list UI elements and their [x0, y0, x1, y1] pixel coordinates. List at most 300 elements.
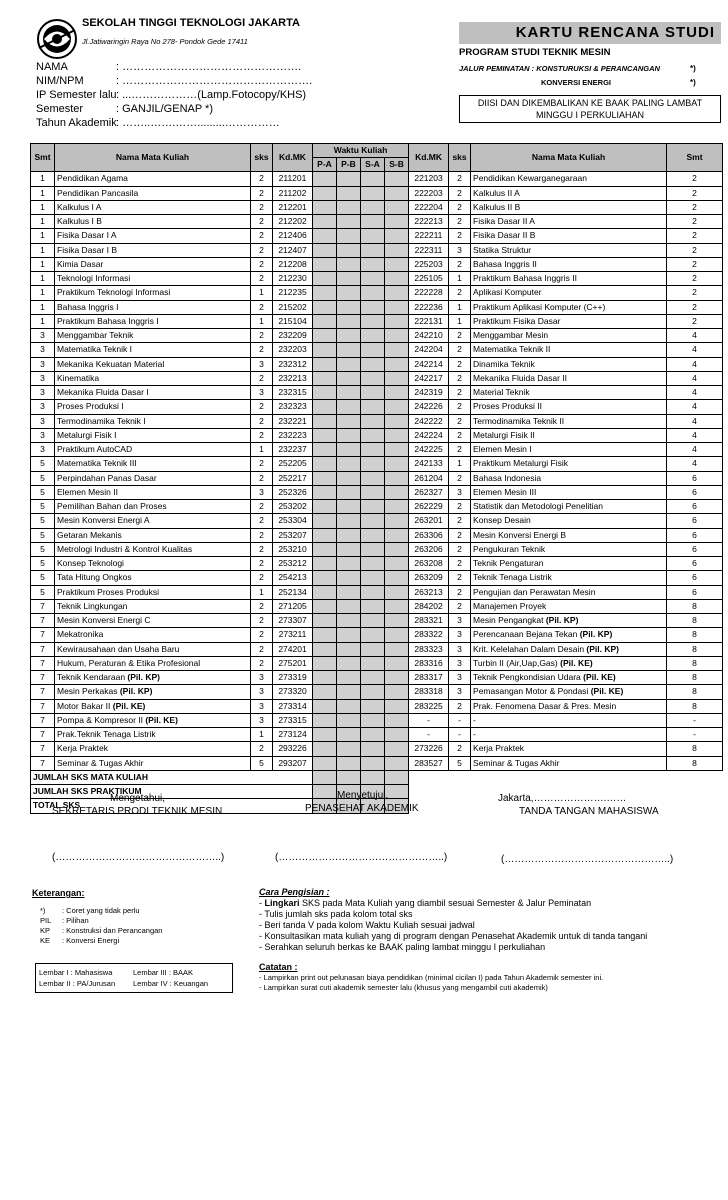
sks-cell-2[interactable]: - — [449, 728, 471, 742]
waktu-pa-cell[interactable] — [313, 599, 337, 613]
waktu-sb-cell[interactable] — [385, 357, 409, 371]
sks-cell[interactable]: 3 — [251, 685, 273, 699]
waktu-pa-cell[interactable] — [313, 386, 337, 400]
sks-cell[interactable]: 2 — [251, 542, 273, 556]
course-name: Elemen Mesin III — [473, 486, 537, 497]
table-row — [31, 614, 723, 628]
waktu-sa-cell[interactable] — [361, 742, 385, 756]
waktu-pb-cell[interactable] — [337, 172, 361, 186]
waktu-pb-cell[interactable] — [337, 571, 361, 585]
waktu-pb-cell[interactable] — [337, 300, 361, 314]
waktu-pa-cell[interactable] — [313, 756, 337, 770]
sks-cell-2[interactable]: 2 — [449, 343, 471, 357]
waktu-sa-cell[interactable] — [361, 571, 385, 585]
waktu-sa-cell[interactable] — [361, 614, 385, 628]
waktu-sb-cell[interactable] — [385, 557, 409, 571]
waktu-pa-cell[interactable] — [313, 671, 337, 685]
waktu-pa-cell[interactable] — [313, 514, 337, 528]
sks-cell[interactable]: 2 — [251, 628, 273, 642]
table-row — [31, 485, 723, 499]
sks-cell[interactable]: 2 — [251, 229, 273, 243]
waktu-sb-cell[interactable] — [385, 571, 409, 585]
waktu-pa-cell[interactable] — [313, 699, 337, 713]
waktu-sa-cell[interactable] — [361, 471, 385, 485]
waktu-sb-cell[interactable] — [385, 713, 409, 727]
sks-cell[interactable]: 2 — [251, 528, 273, 542]
waktu-pa-cell[interactable] — [313, 229, 337, 243]
waktu-sa-cell[interactable] — [361, 457, 385, 471]
waktu-sb-cell[interactable] — [385, 172, 409, 186]
sks-cell[interactable]: 2 — [251, 272, 273, 286]
sig-right-line[interactable]: (…………………………………………..) — [501, 854, 674, 865]
waktu-pb-cell[interactable] — [337, 471, 361, 485]
waktu-pb-cell[interactable] — [337, 485, 361, 499]
waktu-sa-cell[interactable] — [361, 599, 385, 613]
waktu-sa-cell[interactable] — [361, 428, 385, 442]
waktu-pb-cell[interactable] — [337, 599, 361, 613]
field-nim[interactable] — [36, 75, 312, 87]
sks-cell[interactable]: 3 — [251, 699, 273, 713]
course-name: Kerja Praktek — [57, 743, 109, 754]
waktu-pa-cell[interactable] — [313, 186, 337, 200]
waktu-pb-cell[interactable] — [337, 314, 361, 328]
field-ip-semester[interactable] — [36, 89, 306, 101]
waktu-pb-cell[interactable] — [337, 528, 361, 542]
waktu-sa-cell[interactable] — [361, 542, 385, 556]
waktu-sa-cell[interactable] — [361, 300, 385, 314]
waktu-sb-cell[interactable] — [385, 443, 409, 457]
smt-cell: 7 — [31, 699, 55, 713]
waktu-sb-cell[interactable] — [385, 300, 409, 314]
sig-mid-line[interactable]: (…………………………………………..) — [275, 852, 448, 863]
sks-cell-2[interactable]: 2 — [449, 286, 471, 300]
sks-cell-2[interactable]: 3 — [449, 642, 471, 656]
sig-left-line[interactable]: (…………………………………………..) — [52, 852, 225, 863]
waktu-sa-cell[interactable] — [361, 243, 385, 257]
sks-cell-2[interactable]: 2 — [449, 571, 471, 585]
sks-cell[interactable]: 2 — [251, 343, 273, 357]
waktu-pa-cell[interactable] — [313, 656, 337, 670]
waktu-pb-cell[interactable] — [337, 414, 361, 428]
waktu-sa-cell[interactable] — [361, 685, 385, 699]
waktu-pb-cell[interactable] — [337, 542, 361, 556]
waktu-sa-cell[interactable] — [361, 414, 385, 428]
course-name: Praktikum AutoCAD — [57, 444, 133, 455]
waktu-pb-cell[interactable] — [337, 628, 361, 642]
kdmk-cell-2: 283527 — [409, 756, 449, 770]
waktu-pa-cell[interactable] — [313, 571, 337, 585]
waktu-sa-cell[interactable] — [361, 728, 385, 742]
waktu-sa-cell[interactable] — [361, 314, 385, 328]
sks-cell-2[interactable]: 2 — [449, 257, 471, 271]
waktu-sb-cell[interactable] — [385, 742, 409, 756]
jalur-peminatan: JALUR PEMINATAN : KONSTURUKSI & PERANCANGAN — [459, 64, 660, 73]
sks-cell[interactable]: 3 — [251, 386, 273, 400]
sks-cell-2[interactable]: 2 — [449, 400, 471, 414]
waktu-sa-cell[interactable] — [361, 713, 385, 727]
cara-line — [259, 898, 591, 909]
waktu-pa-cell[interactable] — [313, 371, 337, 385]
sks-cell[interactable]: 3 — [251, 485, 273, 499]
sks-cell-2[interactable]: 1 — [449, 457, 471, 471]
ket-value: : Coret yang tidak perlu — [62, 906, 140, 915]
sks-cell[interactable]: 2 — [251, 200, 273, 214]
course-name: Metalurgi Fisik II — [473, 429, 535, 440]
sks-cell-2[interactable]: 2 — [449, 172, 471, 186]
waktu-sb-cell[interactable] — [385, 671, 409, 685]
waktu-pa-cell[interactable] — [313, 272, 337, 286]
waktu-pb-cell[interactable] — [337, 614, 361, 628]
sks-cell-2[interactable]: 2 — [449, 215, 471, 229]
course-name: Mesin Perkakas — [57, 686, 120, 697]
course-name: Pemilihan Bahan dan Proses — [57, 501, 167, 512]
smt-cell-2: 8 — [667, 628, 723, 642]
waktu-sa-cell[interactable] — [361, 272, 385, 286]
waktu-sb-cell[interactable] — [385, 514, 409, 528]
waktu-pa-cell[interactable] — [313, 628, 337, 642]
sks-cell[interactable]: 2 — [251, 500, 273, 514]
waktu-sb-cell[interactable] — [385, 542, 409, 556]
course-name-cell — [55, 343, 251, 357]
waktu-sb-cell[interactable] — [385, 343, 409, 357]
waktu-sa-cell[interactable] — [361, 343, 385, 357]
waktu-pb-cell[interactable] — [337, 371, 361, 385]
waktu-sb-cell[interactable] — [385, 272, 409, 286]
sks-cell[interactable]: 2 — [251, 329, 273, 343]
waktu-pb-cell[interactable] — [337, 243, 361, 257]
sks-cell[interactable]: 1 — [251, 585, 273, 599]
waktu-sa-cell[interactable] — [361, 500, 385, 514]
waktu-sa-cell[interactable] — [361, 400, 385, 414]
field-tahun-akademik[interactable] — [36, 117, 280, 129]
waktu-sa-cell[interactable] — [361, 329, 385, 343]
sks-cell[interactable]: 2 — [251, 257, 273, 271]
sum-blank — [409, 770, 723, 784]
waktu-pb-cell[interactable] — [337, 386, 361, 400]
sks-cell[interactable]: 2 — [251, 172, 273, 186]
waktu-sa-cell[interactable] — [361, 671, 385, 685]
waktu-sb-cell[interactable] — [385, 728, 409, 742]
sks-cell-2[interactable]: 2 — [449, 229, 471, 243]
waktu-sb-cell[interactable] — [385, 599, 409, 613]
waktu-pb-cell[interactable] — [337, 728, 361, 742]
sks-cell[interactable]: 2 — [251, 656, 273, 670]
waktu-pb-cell[interactable] — [337, 514, 361, 528]
sks-cell[interactable]: 2 — [251, 614, 273, 628]
smt-cell: 7 — [31, 599, 55, 613]
waktu-pa-cell[interactable] — [313, 485, 337, 499]
waktu-pb-cell[interactable] — [337, 215, 361, 229]
waktu-sa-cell[interactable] — [361, 656, 385, 670]
sks-cell-2[interactable]: - — [449, 713, 471, 727]
kdmk-cell-2: 225203 — [409, 257, 449, 271]
sks-cell[interactable]: 2 — [251, 371, 273, 385]
waktu-pa-cell[interactable] — [313, 728, 337, 742]
waktu-pa-cell[interactable] — [313, 343, 337, 357]
waktu-pb-cell[interactable] — [337, 656, 361, 670]
waktu-sb-cell[interactable] — [385, 215, 409, 229]
waktu-sa-cell[interactable] — [361, 514, 385, 528]
waktu-sb-cell[interactable] — [385, 329, 409, 343]
waktu-pa-cell[interactable] — [313, 172, 337, 186]
waktu-pb-cell[interactable] — [337, 343, 361, 357]
sks-cell[interactable]: 2 — [251, 300, 273, 314]
waktu-sa-cell[interactable] — [361, 642, 385, 656]
waktu-sa-cell[interactable] — [361, 699, 385, 713]
waktu-pa-cell[interactable] — [313, 414, 337, 428]
sks-cell-2[interactable]: 2 — [449, 471, 471, 485]
sks-cell[interactable]: 2 — [251, 414, 273, 428]
smt-cell: 5 — [31, 500, 55, 514]
sks-cell[interactable]: 3 — [251, 357, 273, 371]
sks-cell[interactable]: 2 — [251, 471, 273, 485]
sks-cell-2[interactable]: 3 — [449, 243, 471, 257]
waktu-sb-cell[interactable] — [385, 528, 409, 542]
waktu-sb-cell[interactable] — [385, 371, 409, 385]
course-name: Teknik Pengkondisian Udara — [473, 672, 584, 683]
waktu-sb-cell[interactable] — [385, 428, 409, 442]
sks-cell[interactable]: 5 — [251, 756, 273, 770]
field-semester[interactable] — [36, 103, 213, 115]
waktu-pb-cell[interactable] — [337, 400, 361, 414]
catatan-title: Catatan : — [259, 962, 298, 972]
waktu-sa-cell[interactable] — [361, 186, 385, 200]
waktu-sb-cell[interactable] — [385, 642, 409, 656]
waktu-pb-cell[interactable] — [337, 557, 361, 571]
waktu-sa-cell[interactable] — [361, 557, 385, 571]
waktu-sa-cell[interactable] — [361, 443, 385, 457]
waktu-sa-cell[interactable] — [361, 585, 385, 599]
cara-text: SKS pada Mata Kuliah yang diambil sesuai Semester & Jalur Peminatan — [299, 898, 592, 908]
waktu-pa-cell[interactable] — [313, 215, 337, 229]
sks-cell[interactable]: 2 — [251, 599, 273, 613]
waktu-sa-cell[interactable] — [361, 229, 385, 243]
smt-cell-2: 2 — [667, 257, 723, 271]
sks-cell-2[interactable]: 2 — [449, 585, 471, 599]
waktu-pa-cell[interactable] — [313, 471, 337, 485]
waktu-pb-cell[interactable] — [337, 500, 361, 514]
waktu-pa-cell[interactable] — [313, 428, 337, 442]
waktu-pb-cell[interactable] — [337, 585, 361, 599]
waktu-sb-cell[interactable] — [385, 386, 409, 400]
waktu-pb-cell[interactable] — [337, 200, 361, 214]
sks-cell-2[interactable]: 2 — [449, 500, 471, 514]
waktu-pb-cell[interactable] — [337, 357, 361, 371]
course-name-cell — [55, 371, 251, 385]
waktu-pb-cell[interactable] — [337, 457, 361, 471]
waktu-pa-cell[interactable] — [313, 713, 337, 727]
kdmk-cell-2: 242210 — [409, 329, 449, 343]
sks-cell-2[interactable]: 1 — [449, 314, 471, 328]
sks-cell[interactable]: 2 — [251, 514, 273, 528]
sks-cell-2[interactable]: 2 — [449, 599, 471, 613]
waktu-sa-cell[interactable] — [361, 257, 385, 271]
waktu-pb-cell[interactable] — [337, 443, 361, 457]
waktu-sb-cell[interactable] — [385, 628, 409, 642]
waktu-sb-cell[interactable] — [385, 485, 409, 499]
waktu-pa-cell[interactable] — [313, 443, 337, 457]
sks-cell-2[interactable]: 2 — [449, 428, 471, 442]
kdmk-cell: 273315 — [273, 713, 313, 727]
waktu-sb-cell[interactable] — [385, 229, 409, 243]
sks-cell[interactable]: 2 — [251, 742, 273, 756]
waktu-sa-cell[interactable] — [361, 215, 385, 229]
waktu-pb-cell[interactable] — [337, 186, 361, 200]
waktu-pb-cell[interactable] — [337, 329, 361, 343]
course-name-cell — [55, 257, 251, 271]
waktu-pb-cell[interactable] — [337, 713, 361, 727]
waktu-sb-cell[interactable] — [385, 699, 409, 713]
waktu-pa-cell[interactable] — [313, 642, 337, 656]
waktu-sb-cell[interactable] — [385, 500, 409, 514]
waktu-sb-cell[interactable] — [385, 414, 409, 428]
sks-cell-2[interactable]: 5 — [449, 756, 471, 770]
sks-cell-2[interactable]: 2 — [449, 742, 471, 756]
waktu-pa-cell[interactable] — [313, 200, 337, 214]
waktu-sa-cell[interactable] — [361, 756, 385, 770]
sks-cell[interactable]: 2 — [251, 642, 273, 656]
sks-cell-2[interactable]: 2 — [449, 357, 471, 371]
waktu-pa-cell[interactable] — [313, 614, 337, 628]
waktu-pa-cell[interactable] — [313, 585, 337, 599]
waktu-pa-cell[interactable] — [313, 685, 337, 699]
sks-cell[interactable]: 2 — [251, 557, 273, 571]
ket-value: : Konversi Energi — [62, 936, 120, 945]
course-name-cell-2 — [471, 286, 667, 300]
sks-cell-2[interactable]: 2 — [449, 699, 471, 713]
waktu-sa-cell[interactable] — [361, 286, 385, 300]
kdmk-cell: 273124 — [273, 728, 313, 742]
waktu-sa-cell[interactable] — [361, 386, 385, 400]
waktu-pa-cell[interactable] — [313, 500, 337, 514]
smt-cell-2: 2 — [667, 243, 723, 257]
waktu-sb-cell[interactable] — [385, 685, 409, 699]
waktu-sb-cell[interactable] — [385, 243, 409, 257]
course-name-cell-2 — [471, 357, 667, 371]
sks-cell[interactable]: 2 — [251, 571, 273, 585]
waktu-pb-cell[interactable] — [337, 428, 361, 442]
waktu-pa-cell[interactable] — [313, 400, 337, 414]
sks-cell[interactable]: 1 — [251, 443, 273, 457]
waktu-sb-cell[interactable] — [385, 614, 409, 628]
sks-cell-2[interactable]: 2 — [449, 443, 471, 457]
waktu-pa-cell[interactable] — [313, 329, 337, 343]
sks-cell-2[interactable]: 3 — [449, 685, 471, 699]
waktu-sb-cell[interactable] — [385, 286, 409, 300]
waktu-sb-cell[interactable] — [385, 200, 409, 214]
waktu-sa-cell[interactable] — [361, 172, 385, 186]
waktu-sa-cell[interactable] — [361, 628, 385, 642]
course-name: Kalkulus II A — [473, 187, 520, 198]
waktu-sb-cell[interactable] — [385, 400, 409, 414]
sks-cell[interactable]: 2 — [251, 186, 273, 200]
waktu-pa-cell[interactable] — [313, 528, 337, 542]
waktu-pb-cell[interactable] — [337, 756, 361, 770]
sks-cell[interactable]: 1 — [251, 286, 273, 300]
waktu-pb-cell[interactable] — [337, 257, 361, 271]
waktu-pb-cell[interactable] — [337, 272, 361, 286]
waktu-sa-cell[interactable] — [361, 528, 385, 542]
sks-cell-2[interactable]: 1 — [449, 272, 471, 286]
waktu-sa-cell[interactable] — [361, 357, 385, 371]
sks-cell-2[interactable]: 3 — [449, 614, 471, 628]
sks-cell[interactable]: 3 — [251, 671, 273, 685]
waktu-pb-cell[interactable] — [337, 286, 361, 300]
sks-cell-2[interactable]: 2 — [449, 528, 471, 542]
sks-cell-2[interactable]: 2 — [449, 386, 471, 400]
sks-cell[interactable]: 2 — [251, 428, 273, 442]
waktu-pb-cell[interactable] — [337, 642, 361, 656]
waktu-pb-cell[interactable] — [337, 671, 361, 685]
sks-cell-2[interactable]: 2 — [449, 514, 471, 528]
field-nama[interactable] — [36, 61, 301, 73]
course-name: Kinematika — [57, 372, 100, 383]
course-name-cell — [55, 172, 251, 186]
sks-cell-2[interactable]: 2 — [449, 542, 471, 556]
waktu-pa-cell[interactable] — [313, 257, 337, 271]
waktu-pa-cell[interactable] — [313, 542, 337, 556]
course-name-cell-2 — [471, 300, 667, 314]
course-name-cell — [55, 428, 251, 442]
sks-cell[interactable]: 1 — [251, 728, 273, 742]
sig-mid-role: PENASEHAT AKADEMIK — [305, 803, 419, 814]
waktu-pa-cell[interactable] — [313, 742, 337, 756]
kdmk-cell-2: 225105 — [409, 272, 449, 286]
sks-cell-2[interactable]: 2 — [449, 371, 471, 385]
sks-cell-2[interactable]: 3 — [449, 656, 471, 670]
waktu-sa-cell[interactable] — [361, 485, 385, 499]
waktu-sb-cell[interactable] — [385, 314, 409, 328]
waktu-pa-cell[interactable] — [313, 357, 337, 371]
sks-cell-2[interactable]: 2 — [449, 557, 471, 571]
waktu-pa-cell[interactable] — [313, 243, 337, 257]
waktu-pb-cell[interactable] — [337, 742, 361, 756]
kdmk-cell: 252134 — [273, 585, 313, 599]
waktu-sb-cell[interactable] — [385, 756, 409, 770]
waktu-sb-cell[interactable] — [385, 656, 409, 670]
sks-cell-2[interactable]: 2 — [449, 414, 471, 428]
sks-cell-2[interactable]: 2 — [449, 200, 471, 214]
waktu-sb-cell[interactable] — [385, 186, 409, 200]
waktu-pa-cell[interactable] — [313, 300, 337, 314]
sks-cell[interactable]: 3 — [251, 713, 273, 727]
waktu-sb-cell[interactable] — [385, 471, 409, 485]
waktu-pb-cell[interactable] — [337, 685, 361, 699]
waktu-pa-cell[interactable] — [313, 457, 337, 471]
waktu-sa-cell[interactable] — [361, 200, 385, 214]
sks-cell[interactable]: 2 — [251, 400, 273, 414]
sks-cell-2[interactable]: 2 — [449, 329, 471, 343]
waktu-pb-cell[interactable] — [337, 229, 361, 243]
sks-cell-2[interactable]: 3 — [449, 628, 471, 642]
waktu-sa-cell[interactable] — [361, 371, 385, 385]
waktu-pb-cell[interactable] — [337, 699, 361, 713]
waktu-pa-cell[interactable] — [313, 314, 337, 328]
sks-cell[interactable]: 2 — [251, 457, 273, 471]
sks-cell[interactable]: 1 — [251, 314, 273, 328]
sks-cell-2[interactable]: 3 — [449, 671, 471, 685]
sks-cell-2[interactable]: 3 — [449, 485, 471, 499]
waktu-sb-cell[interactable] — [385, 257, 409, 271]
sks-cell-2[interactable]: 2 — [449, 186, 471, 200]
sks-cell-2[interactable]: 1 — [449, 300, 471, 314]
sks-cell[interactable]: 2 — [251, 243, 273, 257]
sks-cell[interactable]: 2 — [251, 215, 273, 229]
waktu-sb-cell[interactable] — [385, 457, 409, 471]
waktu-sb-cell[interactable] — [385, 585, 409, 599]
waktu-pa-cell[interactable] — [313, 557, 337, 571]
waktu-pa-cell[interactable] — [313, 286, 337, 300]
